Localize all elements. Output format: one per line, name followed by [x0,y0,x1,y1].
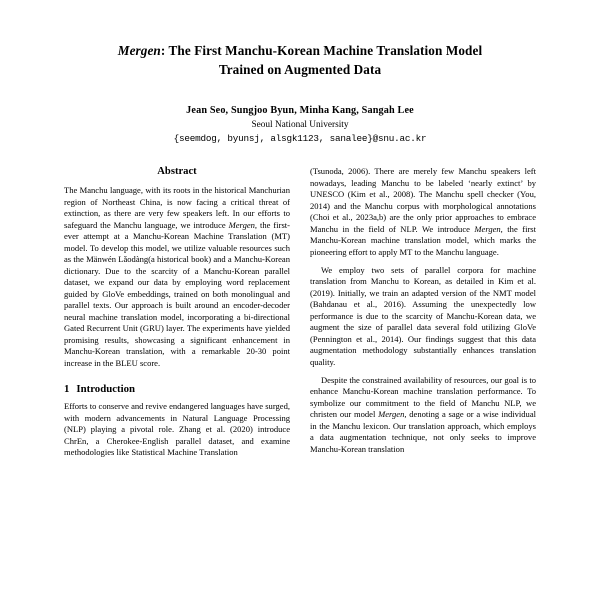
right-paragraph-3 [310,375,536,455]
intro-paragraph-1: Efforts to conserve and revive endangered languages have surged, with modern advancements in Natural Language Processing (NLP) playing a pivotal role. Zhang et al. (2020) introduce ChrEn, a Cherokee-English parallel dataset, and examine methodologies like Statistical Machine Translation [64,401,290,458]
two-column-body [64,166,536,465]
left-column [64,166,290,465]
contact-emails: {seemdog, byunsj, alsgk1123, sanalee}@snu.ac.kr [173,133,427,145]
title-line1-rest: : The First Manchu-Korean Machine Translation Model [160,43,483,58]
section-number: 1 [64,383,70,396]
affiliation: Seoul National University [251,120,349,131]
abstract-model-name: Mergen [228,219,255,230]
right-p1-continued: , the first Manchu-Korean machine translation model, which marks the pioneering effort to apply MT to the Manchu language. [310,223,536,257]
right-p1-text: (Tsunoda, 2006). There are merely few Manchu speakers left nowadays, leading Manchu to be labeled ‘nearly extinct’ by UNESCO (Kim et al., 2008). The Manchu spell checker (You, 2014) and the Manchu corpus with morphological annotations (Choi et al., 2023a,b) are the only prior approaches to embrace Manchu in the field of NLP. We introduce [310,166,536,234]
right-column [310,166,536,465]
abstract-text-2: , the first-ever attempt at a Manchu-Korean Machine Translation (MT) model. To develop this model, we utilize valuable resources such as the Mänwén Lǎodàng(a historical book) and a Manchu-Korean dictionary. Due to the scarcity of a Manchu-Korean parallel dataset, we expand our data by employing word replacement guided by GloVe embeddings, trained on both monolingual and parallel texts. Our approach is built around an encoder-decoder neural machine translation model, incorporating a bi-directional Gated Recurrent Unit (GRU) layer. The experiments have yielded promising results, showcasing a significant enhancement in Manchu-Korean translation, with a remarkable 20-30 point increase in the BLEU score. [64,219,291,368]
abstract-paragraph [64,185,290,369]
title-line2: Trained on Augmented Data [218,61,382,77]
right-p3-model-name: Mergen [378,409,405,420]
right-p1-model-name: Mergen [474,223,501,234]
page-title [64,42,536,79]
section-title: Introduction [76,383,136,396]
right-paragraph-2: We employ two sets of parallel corpora for machine translation from Manchu to Korean, as detailed in Kim et al. (2019). Initially, we train an adapted version of the NMT model (Bahdanau et al., 2016). Assuming the unexpectedly low performance is due to the scarcity of Manchu-Korean data, we augment the size of parallel data several fold utilizing GloVe (Pennington et al., 2014). Our findings suggest that this data augmentation methodology substantially enhances translation quality. [310,264,536,367]
author-list: Jean Seo, Sungjoo Byun, Minha Kang, Sangah Lee [186,105,414,117]
right-p3-post: , denoting a sage or a wise individual in the Manchu lexicon. Our translation approach, which employs a data augmentation technique, not only seeks to improve Manchu-Korean translation [310,409,536,454]
abstract-text-1: The Manchu language, with its roots in the historical Manchurian region of Northeast China, is now facing a critical threat of extinction, as there are very few speakers left. In our efforts to safeguard the Manchu language, we introduce [64,185,290,230]
right-paragraph-1 [310,166,536,258]
abstract-heading: Abstract [157,166,197,178]
section-heading-introduction [64,383,290,395]
title-model-name: Mergen [117,43,161,58]
right-p3-pre: Despite the constrained availability of resources, our goal is to enhance Manchu-Korean machine translation performance. To symbolize our commitment to the field of Manchu NLP, we christen our model [310,374,536,420]
